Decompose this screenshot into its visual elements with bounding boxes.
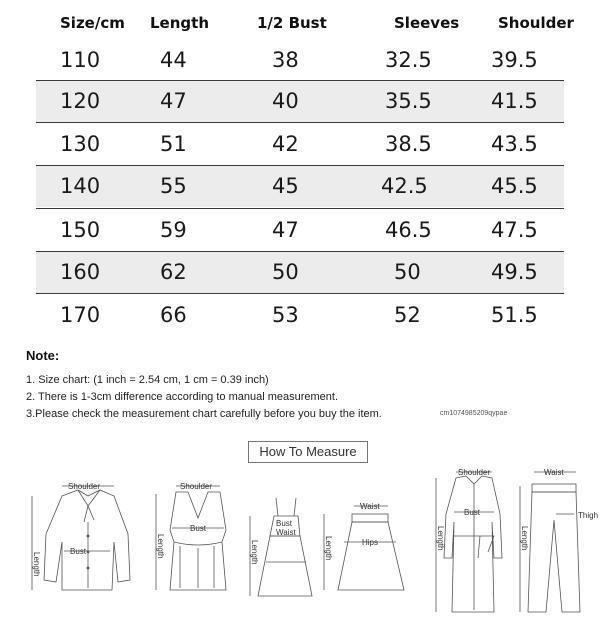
waist-label: Waist [544,468,564,477]
length-label: Length [32,552,41,577]
cell-sleeves: 42.5 [381,174,428,198]
row-divider [36,208,564,209]
table-row [36,124,564,165]
cell-length: 47 [160,89,187,113]
table-row [36,166,564,207]
cell-shoulder: 45.5 [491,174,538,198]
bust-label: Bust [276,519,293,528]
watermark-code: cm1074985209qypae [440,410,508,417]
cell-size: 120 [60,89,101,113]
cell-length: 62 [160,260,187,284]
bust-label: Bust [190,524,207,533]
length-label: Length [436,526,445,551]
cell-size: 160 [60,260,101,284]
thigh-label: Thigh [578,511,599,520]
note-line-3: 3.Please check the measurement chart carefully before you buy the item. [26,408,382,420]
length-label: Length [250,540,259,565]
row-divider [36,122,564,123]
cell-shoulder: 39.5 [491,48,538,72]
shoulder-label: Shoulder [180,482,213,491]
cell-length: 51 [160,132,187,156]
note-line-1: 1. Size chart: (1 inch = 2.54 cm, 1 cm = 0.39 inch) [26,374,269,386]
column-header-length: Length [150,14,209,32]
blouse-diagram [32,482,130,590]
cell-size: 170 [60,303,101,327]
column-header-sleeves: Sleeves [394,14,460,32]
cell-bust: 50 [272,260,299,284]
cell-size: 150 [60,218,101,242]
length-label: Length [156,534,165,559]
table-row [36,81,564,122]
table-row [36,40,564,81]
coat-diagram [436,468,502,612]
length-label: Length [520,526,529,551]
row-divider [36,293,564,294]
column-header-bust: 1/2 Bust [257,14,327,32]
waist-label: Waist [360,502,380,511]
note-line-2: 2. There is 1-3cm difference according to manual measurement. [26,391,339,403]
cell-sleeves: 46.5 [385,218,432,242]
measurement-diagrams [0,462,614,626]
cell-bust: 38 [272,48,299,72]
cell-shoulder: 43.5 [491,132,538,156]
vneck-top-diagram [156,482,226,590]
how-to-measure-title: How To Measure [248,441,368,463]
cell-shoulder: 49.5 [491,260,538,284]
note-title: Note: [26,348,60,363]
cell-bust: 40 [272,89,299,113]
waist-label: Waist [276,528,296,537]
cell-length: 55 [160,174,187,198]
cell-length: 59 [160,218,187,242]
cell-sleeves: 50 [394,260,421,284]
strap-dress-diagram [250,498,312,596]
cell-shoulder: 47.5 [491,218,538,242]
cell-shoulder: 41.5 [491,89,538,113]
column-header-size: Size/cm [60,14,125,32]
cell-size: 140 [60,174,101,198]
table-row [36,252,564,293]
shoulder-label: Shoulder [68,482,101,491]
bust-label: Bust [70,547,87,556]
table-row [36,210,564,251]
column-header-shoulder: Shoulder [498,14,574,32]
table-row [36,295,564,336]
skirt-diagram [324,502,404,590]
cell-sleeves: 32.5 [385,48,432,72]
hips-label: Hips [362,538,379,547]
cell-length: 66 [160,303,187,327]
trousers-diagram [520,468,598,612]
cell-size: 130 [60,132,101,156]
cell-bust: 53 [272,303,299,327]
cell-bust: 45 [272,174,299,198]
cell-sleeves: 35.5 [385,89,432,113]
cell-sleeves: 38.5 [385,132,432,156]
cell-bust: 47 [272,218,299,242]
cell-sleeves: 52 [394,303,421,327]
cell-size: 110 [60,48,101,72]
cell-shoulder: 51.5 [491,303,538,327]
cell-bust: 42 [272,132,299,156]
cell-length: 44 [160,48,187,72]
length-label: Length [324,536,333,561]
bust-label: Bust [464,508,481,517]
shoulder-label: Shoulder [458,468,491,477]
